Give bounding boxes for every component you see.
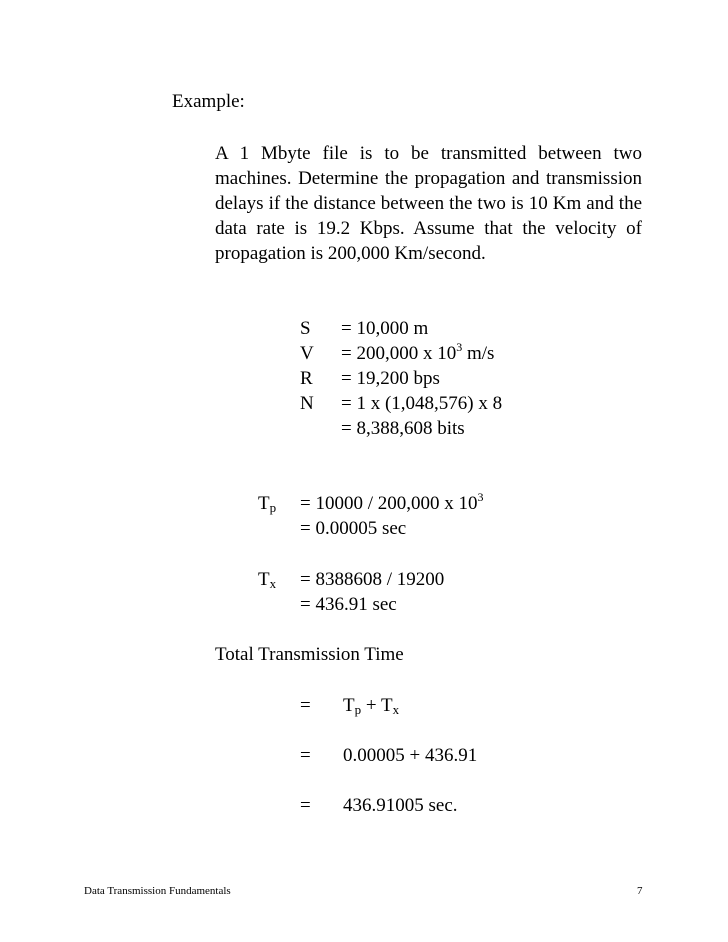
problem-statement: A 1 Mbyte file is to be transmitted between two machines. Determine the propagation and transmission delays if the distance between the two is 10 Km and the data rate is 19.2 Kbps. Assume that the velocity of propagation is 200,000 Km/second. xyxy=(215,143,642,264)
tp-equation-line1: = 10000 / 200,000 x $10^3$ xyxy=(300,490,484,514)
variable-value: = 8,388,608 bits xyxy=(341,418,465,439)
total-label: Total Transmission Time xyxy=(215,644,404,665)
tx-subscript: x xyxy=(269,576,277,591)
tp-equation-line2: = 0.00005 sec xyxy=(300,518,407,539)
tp-subscript: p xyxy=(269,500,277,515)
total-eq3-value: 436.91005 sec. xyxy=(343,795,458,816)
variable-symbol: N xyxy=(300,393,314,414)
tx-label: $T_x$ xyxy=(258,569,277,591)
variable-value: = 10,000 m xyxy=(341,318,429,339)
total-eq3-sign: = xyxy=(300,795,311,816)
tx-equation-line1: = 8388608 / 19200 xyxy=(300,569,445,590)
page-number: 7 xyxy=(637,885,643,897)
value-unit: m/s xyxy=(462,343,495,364)
footer-title: Data Transmission Fundamentals xyxy=(84,885,231,897)
value-main: = 200,000 x 10 xyxy=(341,343,457,364)
variable-symbol: R xyxy=(300,368,313,389)
variable-value: = 19,200 bps xyxy=(341,368,440,389)
total-eq1-value: $T_p + T_x$ xyxy=(343,695,400,717)
total-eq2-sign: = xyxy=(300,745,311,766)
tx-equation-line2: = 436.91 sec xyxy=(300,594,397,615)
value-exponent: 3 xyxy=(456,340,463,354)
variable-symbol: S xyxy=(300,318,311,339)
variable-value xyxy=(341,342,494,366)
tp-exponent: 3 xyxy=(477,490,484,504)
tp-label: $T_p$ xyxy=(258,493,277,515)
example-heading: Example: xyxy=(172,91,245,112)
variable-symbol: V xyxy=(300,343,314,364)
total-eq2-value: 0.00005 + 436.91 xyxy=(343,745,478,766)
total-eq1-sign: = xyxy=(300,695,311,716)
variable-value: = 1 x (1,048,576) x 8 xyxy=(341,393,503,414)
